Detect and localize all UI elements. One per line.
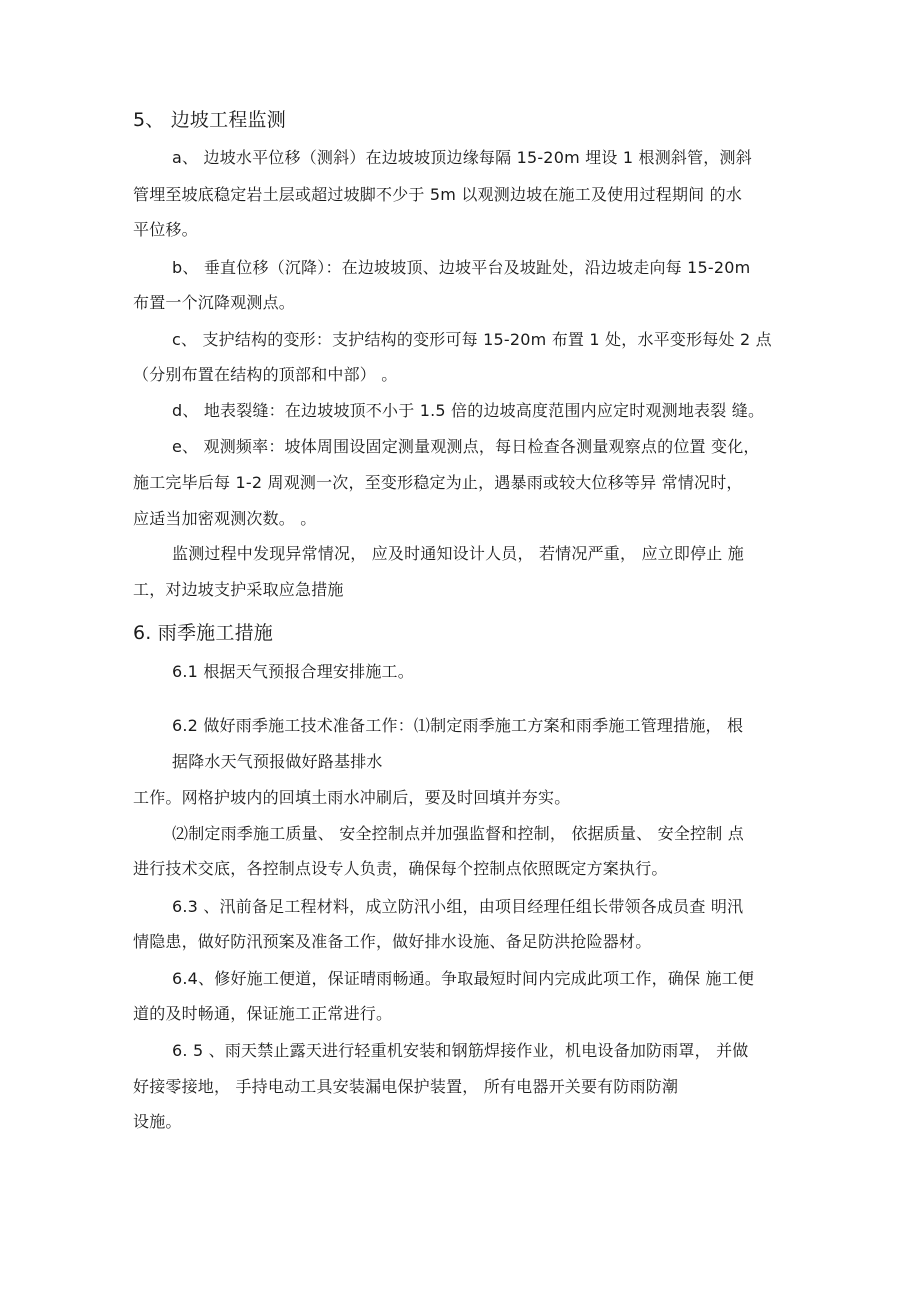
paragraph-6-5-line-3: 设施。 bbox=[133, 1112, 182, 1131]
paragraph-5e-line-2: 施工完毕后每 1-2 周观测一次，至变形稳定为止，遇暴雨或较大位移等异 常情况时， bbox=[133, 473, 743, 492]
paragraph-5d-line-1: d、 地表裂缝：在边坡坡顶不小于 1.5 倍的边坡高度范围内应定时观测地表裂 缝。 bbox=[172, 401, 765, 420]
paragraph-6-3-line-2: 情隐患，做好防汛预案及准备工作，做好排水设施、备足防洪抢险器材。 bbox=[133, 932, 652, 951]
paragraph-6-2b-line-1: ⑵制定雨季施工质量、 安全控制点并加强监督和控制， 依据质量、 安全控制 点 bbox=[172, 824, 744, 843]
section-5-heading: 5、 边坡工程监测 bbox=[133, 109, 286, 131]
paragraph-5e-line-1: e、 观测频率：坡体周围设固定测量观测点，每日检查各测量观察点的位置 变化， bbox=[172, 437, 760, 456]
paragraph-5a-line-1: a、 边坡水平位移（测斜）在边坡坡顶边缘每隔 15-20m 埋设 1 根测斜管，测斜 bbox=[172, 148, 752, 167]
paragraph-6-5-line-2: 好接零接地， 手持电动工具安装漏电保护装置， 所有电器开关要有防雨防潮 bbox=[133, 1077, 679, 1096]
paragraph-6-4-line-1: 6.4、修好施工便道，保证晴雨畅通。争取最短时间内完成此项工作，确保 施工便 bbox=[172, 969, 755, 988]
paragraph-6-2-line-3: 工作。网格护坡内的回填土雨水冲刷后，要及时回填并夯实。 bbox=[133, 788, 571, 807]
paragraph-6-1: 6.1 根据天气预报合理安排施工。 bbox=[172, 662, 414, 681]
monitoring-note-line-1: 监测过程中发现异常情况， 应及时通知设计人员， 若情况严重， 应立即停止 施 bbox=[172, 544, 744, 563]
paragraph-6-3-line-1: 6.3 、汛前备足工程材料，成立防汛小组，由项目经理任组长带领各成员查 明汛 bbox=[172, 897, 744, 916]
paragraph-6-2-line-2: 据降水天气预报做好路基排水 bbox=[172, 752, 383, 771]
paragraph-6-4-line-2: 道的及时畅通，保证施工正常进行。 bbox=[133, 1004, 393, 1023]
paragraph-5e-line-3: 应适当加密观测次数。 。 bbox=[133, 509, 317, 528]
paragraph-5b-line-1: b、 垂直位移（沉降）：在边坡坡顶、边坡平台及坡趾处，沿边坡走向每 15-20m bbox=[172, 258, 751, 277]
paragraph-5c-line-1: c、 支护结构的变形：支护结构的变形可每 15-20m 布置 1 处，水平变形每处 2 点 bbox=[172, 330, 772, 349]
section-6-heading: 6. 雨季施工措施 bbox=[133, 622, 273, 644]
paragraph-6-2b-line-2: 进行技术交底，各控制点设专人负责，确保每个控制点依照既定方案执行。 bbox=[133, 859, 668, 878]
paragraph-6-5-line-1: 6. 5 、雨天禁止露天进行轻重机安装和钢筋焊接作业，机电设备加防雨罩， 并做 bbox=[172, 1041, 749, 1060]
paragraph-5a-line-3: 平位移。 bbox=[133, 220, 198, 239]
paragraph-5b-line-2: 布置一个沉降观测点。 bbox=[133, 293, 296, 312]
monitoring-note-line-2: 工，对边坡支护采取应急措施 bbox=[133, 580, 344, 599]
paragraph-6-2-line-1: 6.2 做好雨季施工技术准备工作：⑴制定雨季施工方案和雨季施工管理措施， 根 bbox=[172, 716, 744, 735]
paragraph-5c-line-2: （分别布置在结构的顶部和中部） 。 bbox=[133, 365, 398, 384]
paragraph-5a-line-2: 管埋至坡底稳定岩土层或超过坡脚不少于 5m 以观测边坡在施工及使用过程期间 的水 bbox=[133, 185, 743, 204]
